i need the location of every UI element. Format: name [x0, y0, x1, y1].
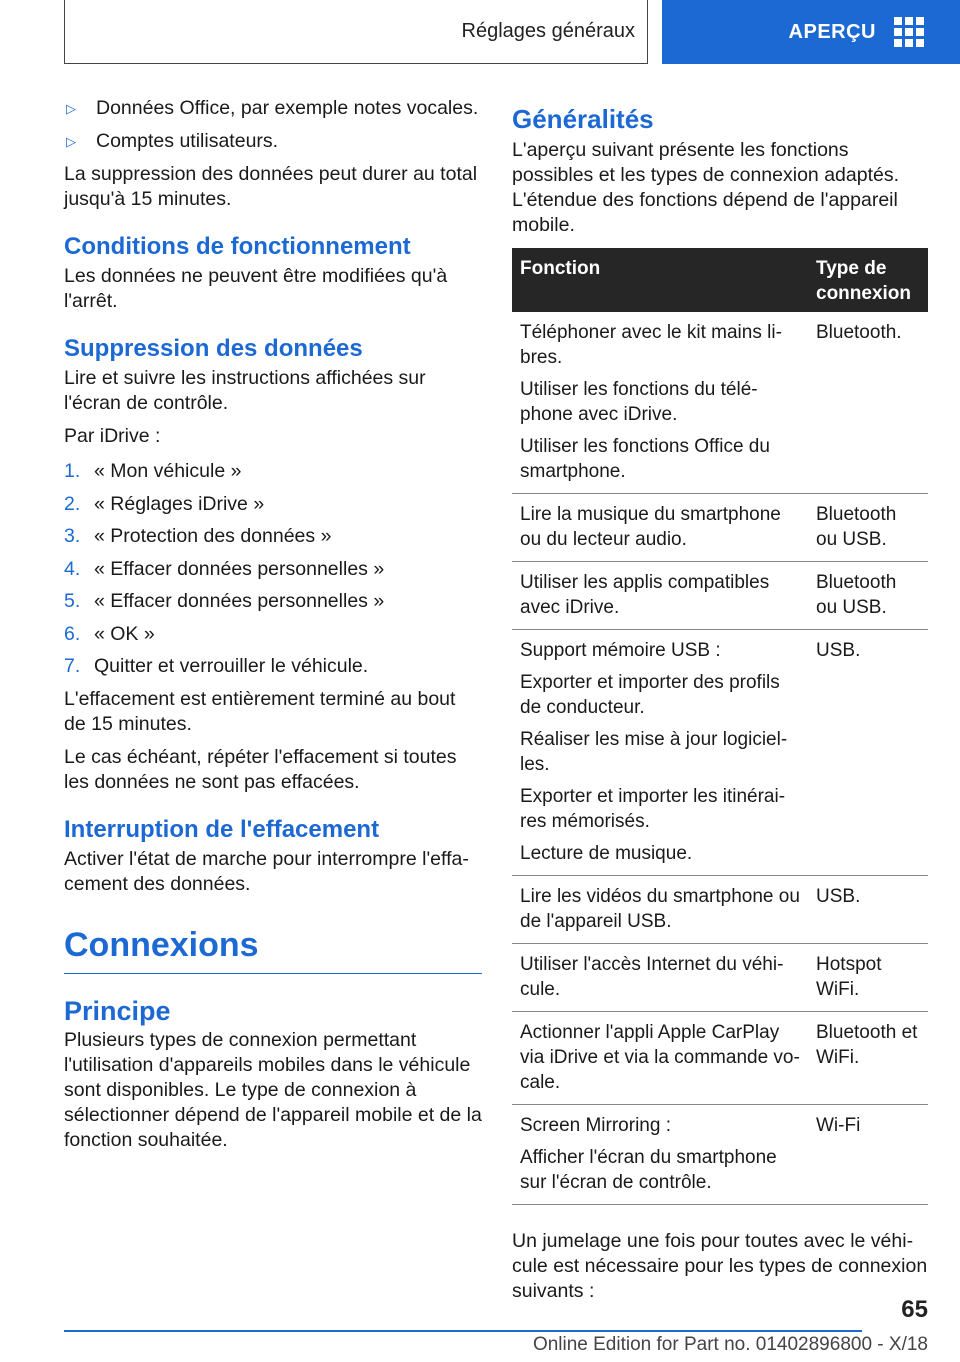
grid-icon	[894, 17, 924, 47]
header-section-tab	[64, 0, 648, 64]
overview-tab[interactable]	[662, 0, 960, 64]
table-row: Utiliser les applis compatibles avec iDrive. Bluetooth ou USB.	[512, 562, 928, 630]
table-row: Lire les vidéos du smartphone ou de l'appareil USB. USB.	[512, 876, 928, 944]
paragraph-duration: La suppression des données peut durer au total jusqu'à 15 minutes.	[64, 163, 478, 210]
paragraph-repeat: Le cas échéant, répéter l'effacement si toutes les données ne sont pas effacées.	[64, 745, 457, 793]
heading-principe: Principe	[64, 996, 171, 1026]
heading-rule	[64, 973, 482, 975]
footer-edition: Online Edition for Part no. 01402896800 - X/18	[532, 1334, 928, 1355]
table-row: Actionner l'appli Apple CarPlay via iDrive et via la commande vocale. Bluetooth et WiFi.	[512, 1012, 928, 1105]
column-header-fonction: Fonction	[512, 248, 808, 312]
step-item: 2. « Réglages iDrive »	[64, 492, 265, 515]
steps-list	[64, 459, 482, 679]
triangle-bullet-icon: ▷	[66, 101, 76, 116]
step-item: 1. « Mon véhicule »	[64, 460, 242, 482]
table-header-row	[512, 248, 928, 312]
table-row: Utiliser l'accès Internet du véhicule. Hotspot WiFi.	[512, 944, 928, 1012]
paragraph-conditions: Les données ne peuvent être modifiées qu'à l'arrêt.	[64, 265, 448, 312]
table-row: Téléphoner avec le kit mains libres. Utiliser les fonctions du téléphone avec iDrive. Utiliser les fonctions Office du smartphone. Bluetooth.	[512, 312, 928, 494]
step-item: 4. « Effacer données personnelles »	[64, 557, 385, 580]
connection-table	[512, 248, 928, 1205]
left-column	[64, 96, 482, 1153]
paragraph-instructions: Lire et suivre les instructions affichées sur l'écran de contrôle.	[64, 367, 426, 414]
heading-interruption: Interruption de l'effacement	[64, 815, 380, 843]
heading-suppression: Suppression des données	[64, 335, 363, 362]
heading-connexions: Connexions	[64, 925, 259, 964]
paragraph-pairing: Un jumelage une fois pour toutes avec le véhicule est nécessaire pour les types de connexion suivants :	[512, 1230, 928, 1302]
step-item: 7. Quitter et verrouiller le véhicule.	[64, 655, 369, 677]
paragraph-intro: L'aperçu suivant présente les fonctions possibles et les types de connexion adaptés. L'étendue des fonctions dépend de l'appareil mobile.	[512, 139, 900, 236]
heading-generalites: Généralités	[512, 104, 654, 134]
list-item: ▷ Comptes utilisateurs.	[66, 130, 279, 152]
triangle-bullet-icon: ▷	[66, 134, 76, 149]
paragraph-via-idrive: Par iDrive :	[64, 425, 161, 447]
right-column	[512, 96, 928, 1304]
paragraph-principe: Plusieurs types de connexion permettant l'utilisation d'appareils mobiles dans le véhicule sont disponibles. Le type de connexion à sélectionner dépend de l'appareil mobile et de la fonction souhaitée.	[64, 1029, 482, 1151]
step-item: 5. « Effacer données personnelles »	[64, 590, 385, 612]
list-item: ▷ Données Office, par exemple notes vocales.	[66, 97, 479, 119]
step-item: 6. « OK »	[64, 622, 155, 645]
overview-tab-label: APERÇU	[788, 20, 876, 43]
table-row: Support mémoire USB : Exporter et importer des profils de conducteur. Réaliser les mise à jour logicielles. Exporter et importer les itinéraires mémorisés. Lecture de musique. USB.	[512, 630, 928, 876]
page-number: 65	[901, 1296, 928, 1323]
header-section-title: Réglages généraux	[461, 20, 635, 42]
step-item: 3. « Protection des données »	[64, 525, 332, 547]
table-row: Lire la musique du smartphone ou du lecteur audio. Bluetooth ou USB.	[512, 494, 928, 562]
column-header-type: Type de connexion	[808, 248, 928, 312]
heading-conditions: Conditions de fonctionnement	[64, 233, 411, 260]
paragraph-interruption: Activer l'état de marche pour interrompre l'effacement des données.	[64, 847, 469, 895]
table-row: Screen Mirroring : Afficher l'écran du smartphone sur l'écran de contrôle. Wi-Fi	[512, 1105, 928, 1205]
paragraph-complete: L'effacement est entièrement terminé au bout de 15 minutes.	[64, 687, 456, 735]
footer-rule	[64, 1330, 862, 1332]
